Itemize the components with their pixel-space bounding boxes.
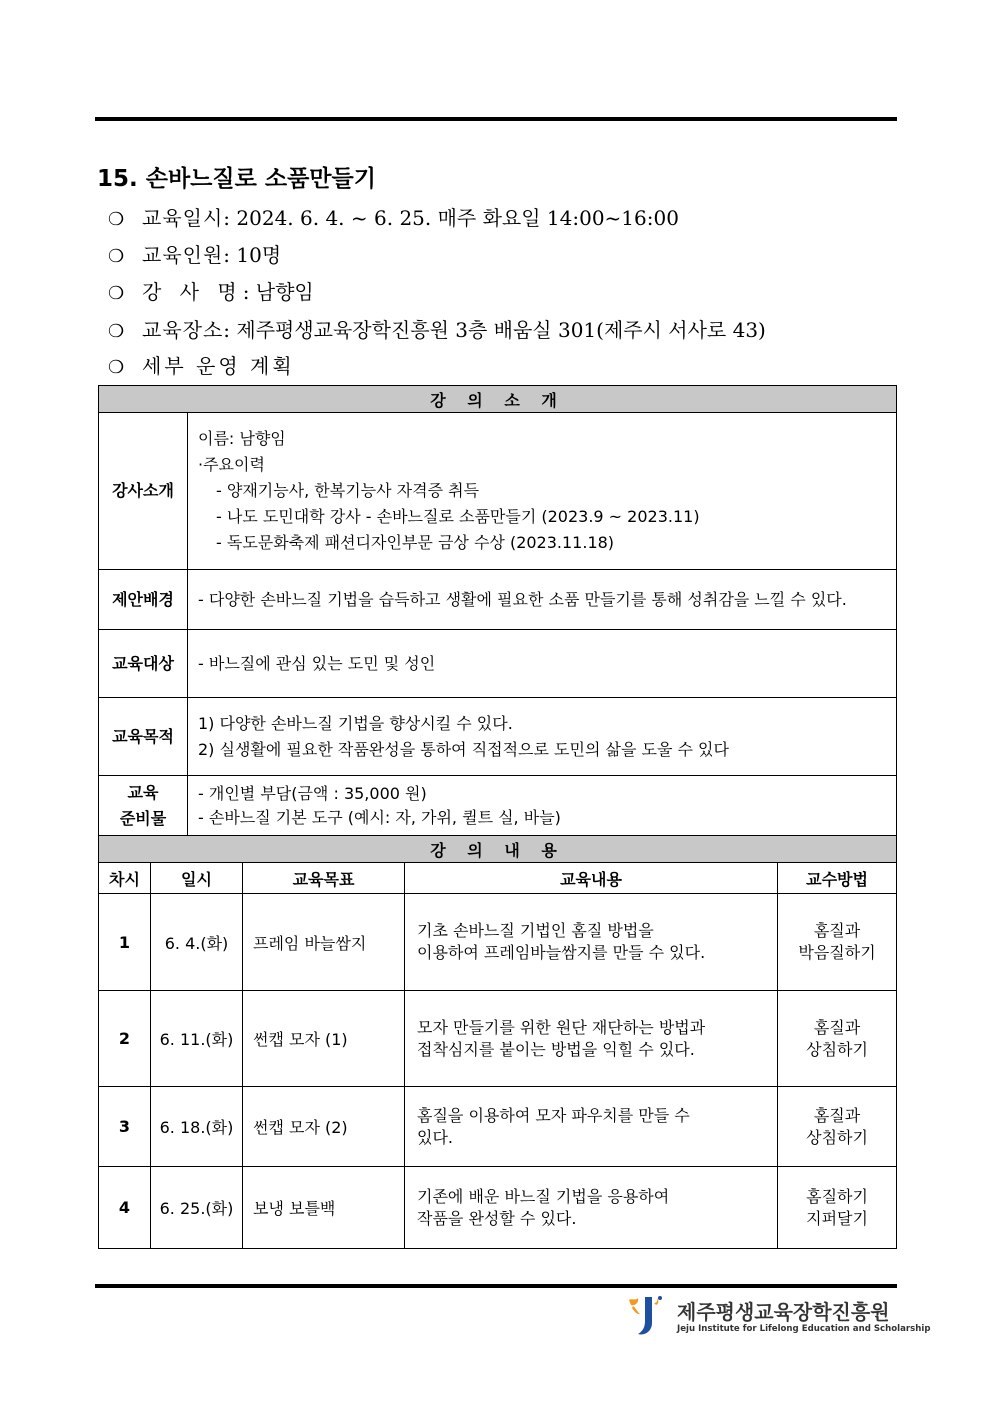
circle-bullet-icon: ❍ <box>108 246 125 267</box>
course-table <box>98 385 897 1249</box>
content-section-header: 강 의 내 용 <box>99 836 897 863</box>
col-header-goal: 교육목표 <box>243 863 405 894</box>
col-header-content: 교육내용 <box>405 863 778 894</box>
info-plan: ❍ 세부 운영 계획 <box>108 354 295 378</box>
col-header-method: 교수방법 <box>778 863 897 894</box>
circle-bullet-icon: ❍ <box>108 209 125 230</box>
jeju-institute-logo-icon <box>626 1294 670 1338</box>
info-location: ❍ 교육장소: 제주평생교육장학진흥원 3층 배움실 301(제주시 서사로 43) <box>108 318 766 342</box>
table-row: 3 6. 18.(화) 썬캡 모자 (2) 홈질을 이용하여 모자 파우치를 만들 수 있다. 홈질과 상침하기 <box>99 1087 897 1167</box>
top-rule <box>95 117 897 121</box>
circle-bullet-icon: ❍ <box>108 357 125 378</box>
table-row: 1 6. 4.(화) 프레임 바늘쌈지 기초 손바느질 기법인 홈질 방법을 이용하여 프레임바늘쌈지를 만들 수 있다. 홈질과 박음질하기 <box>99 894 897 991</box>
intro-section-header: 강 의 소 개 <box>99 386 897 413</box>
background-label: 제안배경 <box>99 570 188 630</box>
bottom-rule <box>95 1284 897 1288</box>
target-text: - 바느질에 관심 있는 도민 및 성인 <box>188 630 897 698</box>
objectives-text: 1) 다양한 손바느질 기법을 향상시킬 수 있다. 2) 실생활에 필요한 작품완성을 통하여 직접적으로 도민의 삶을 도울 수 있다 <box>188 698 897 776</box>
page-title: 15. 손바느질로 소품만들기 <box>97 166 376 192</box>
objectives-label: 교육목적 <box>99 698 188 776</box>
materials-text: - 개인별 부담(금액 : 35,000 원) - 손바느질 기본 도구 (예시: 자, 가위, 퀼트 실, 바늘) <box>188 776 897 836</box>
circle-bullet-icon: ❍ <box>108 321 125 342</box>
target-label: 교육대상 <box>99 630 188 698</box>
info-instructor: ❍ 강 사 명: 남향임 <box>108 280 314 304</box>
circle-bullet-icon: ❍ <box>108 283 125 304</box>
table-row: 2 6. 11.(화) 썬캡 모자 (1) 모자 만들기를 위한 원단 재단하는 방법과 접착심지를 붙이는 방법을 익힐 수 있다. 홈질과 상침하기 <box>99 991 897 1087</box>
org-english-name: Jeju Institute for Lifelong Education and Scholarship <box>677 1324 931 1334</box>
instructor-detail: 이름: 남향임 ·주요이력 - 양재기능사, 한복기능사 자격증 취득 - 나도 도민대학 강사 - 손바느질로 소품만들기 (2023.9 ~ 2023.11) - 독도문화축제 패션디자인부문 금상 수상 (2023.11.18) <box>188 413 897 570</box>
info-headcount: ❍ 교육인원: 10명 <box>108 243 282 267</box>
org-logo <box>626 1294 931 1338</box>
info-date: ❍ 교육일시: 2024. 6. 4. ~ 6. 25. 매주 화요일 14:00~16:00 <box>108 206 679 230</box>
table-row: 4 6. 25.(화) 보냉 보틀백 기존에 배운 바느질 기법을 응용하여 작품을 완성할 수 있다. 홈질하기 지퍼달기 <box>99 1167 897 1249</box>
instructor-label: 강사소개 <box>99 413 188 570</box>
org-name: 제주평생교육장학진흥원 <box>677 1300 890 1324</box>
col-header-date: 일시 <box>151 863 243 894</box>
col-header-session: 차시 <box>99 863 151 894</box>
materials-label: 교육 준비물 <box>99 776 188 836</box>
background-text: - 다양한 손바느질 기법을 습득하고 생활에 필요한 소품 만들기를 통해 성취감을 느낄 수 있다. <box>188 570 897 630</box>
